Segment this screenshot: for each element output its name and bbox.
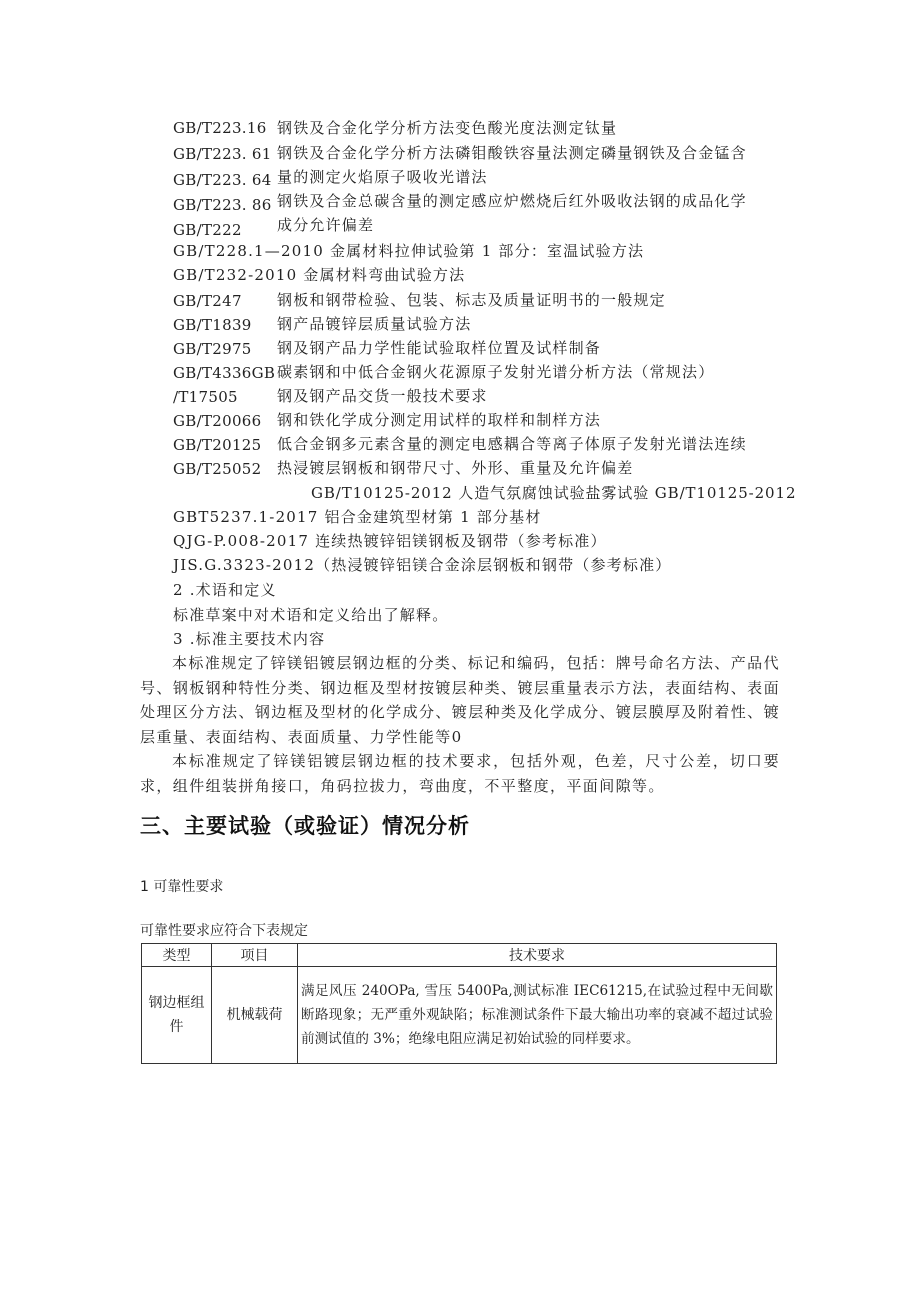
table-cell-requirement: 满足风压 240OPa, 雪压 5400Pa,测试标准 IEC61215,在试验过程中无间歇断路现象；无严重外观缺陷；标准测试条件下最大输出功率的衰减不超过试验前测试值的 3%；绝缘电阻应满足初始试验的同样要求。 xyxy=(298,967,777,1064)
table-header-item: 项目 xyxy=(212,944,298,967)
reliability-table xyxy=(141,943,777,1064)
standard-desc: 低合金钢多元素含量的测定电感耦合等离子体原子发射光谱法连续 xyxy=(277,435,747,453)
section-heading-3: 三、主要试验（或验证）情况分析 xyxy=(140,814,470,838)
table-cell-item: 机械载荷 xyxy=(212,967,298,1064)
standard-code: GB/T223. 64 xyxy=(173,171,272,189)
standard-desc: 钢板和钢带检验、包装、标志及质量证明书的一般规定 xyxy=(277,291,666,309)
section-3-title: 3 .标准主要技术内容 xyxy=(173,630,326,648)
table-caption: 可靠性要求应符合下表规定 xyxy=(140,923,308,939)
standard-desc: 碳素钢和中低合金钢火花源原子发射光谱分析方法（常规法） xyxy=(277,363,715,381)
standard-line-5237: GBT5237.1-2017 铝合金建筑型材第 1 部分基材 xyxy=(173,508,542,526)
standard-code: GB/T223.16 xyxy=(173,119,267,137)
paragraph-technical-requirements: 本标准规定了锌镁铝镀层钢边框的技术要求，包括外观，色差，尺寸公差，切口要求，组件组装拼角接口，角码拉拔力，弯曲度，不平整度，平面间隙等。 xyxy=(140,752,780,795)
standard-desc: 钢及钢产品力学性能试验取样位置及试样制备 xyxy=(277,339,602,357)
standard-line-232: GB/T232-2010 金属材料弯曲试验方法 xyxy=(173,266,466,284)
standard-line-10125: GB/T10125-2012 人造气氛腐蚀试验盐雾试验 GB/T10125-2012 xyxy=(311,484,797,502)
standard-line-jis: JIS.G.3323-2012（热浸镀锌铝镁合金涂层钢板和钢带（参考标准） xyxy=(173,556,672,574)
standard-line-228: GB/T228.1—2010 金属材料拉伸试验第 1 部分：室温试验方法 xyxy=(173,242,645,260)
standard-desc: 成分允许偏差 xyxy=(277,216,375,234)
standard-code: GB/T2975 xyxy=(173,340,252,358)
section-2-text: 标准草案中对术语和定义给出了解释。 xyxy=(173,606,449,624)
standard-code: GB/T223. 86 xyxy=(173,196,272,214)
standard-code: GB/T4336GB xyxy=(173,364,276,382)
table-header-row xyxy=(142,944,777,967)
standard-code: GB/T25052 xyxy=(173,460,262,478)
standard-code: /T17505 xyxy=(173,388,238,406)
standard-desc: 量的测定火焰原子吸收光谱法 xyxy=(277,168,488,186)
table-header-type: 类型 xyxy=(142,944,212,967)
table-cell-type: 钢边框组件 xyxy=(142,967,212,1064)
standard-line-qjg: QJG-P.008-2017 连续热镀锌铝镁钢板及钢带（参考标准） xyxy=(173,532,607,550)
section-2-title: 2 .术语和定义 xyxy=(173,581,277,599)
table-header-requirement: 技术要求 xyxy=(298,944,777,967)
subsection-reliability: 1 可靠性要求 xyxy=(140,879,224,895)
standard-desc: 热浸镀层钢板和钢带尺寸、外形、重量及允许偏差 xyxy=(277,459,634,477)
standard-code: GB/T222 xyxy=(173,221,242,239)
standard-desc: 钢和铁化学成分测定用试样的取样和制样方法 xyxy=(277,411,602,429)
standard-desc: 钢铁及合金化学分析方法磷钼酸铁容量法测定磷量钢铁及合金锰含 xyxy=(277,144,747,162)
standard-desc: 钢及钢产品交货一般技术要求 xyxy=(277,387,488,405)
standard-desc: 钢铁及合金总碳含量的测定感应炉燃烧后红外吸收法钢的成品化学 xyxy=(277,192,747,210)
standard-code: GB/T20125 xyxy=(173,436,262,454)
table-row xyxy=(142,967,777,1064)
standard-code: GB/T247 xyxy=(173,292,242,310)
paragraph-classification: 本标准规定了锌镁铝镀层钢边框的分类、标记和编码，包括：牌号命名方法、产品代号、钢板钢种特性分类、钢边框及型材按镀层种类、镀层重量表示方法，表面结构、表面处理区分方法、钢边框及型材的化学成分、镀层种类及化学成分、镀层膜厚及附着性、镀层重量、表面结构、表面质量、力学性能等0 xyxy=(140,654,780,746)
standard-code: GB/T223. 61 xyxy=(173,145,272,163)
standard-code: GB/T1839 xyxy=(173,316,252,334)
standard-desc: 钢铁及合金化学分析方法变色酸光度法测定钛量 xyxy=(277,119,618,137)
standard-code: GB/T20066 xyxy=(173,412,262,430)
standard-desc: 钢产品镀锌层质量试验方法 xyxy=(277,315,472,333)
